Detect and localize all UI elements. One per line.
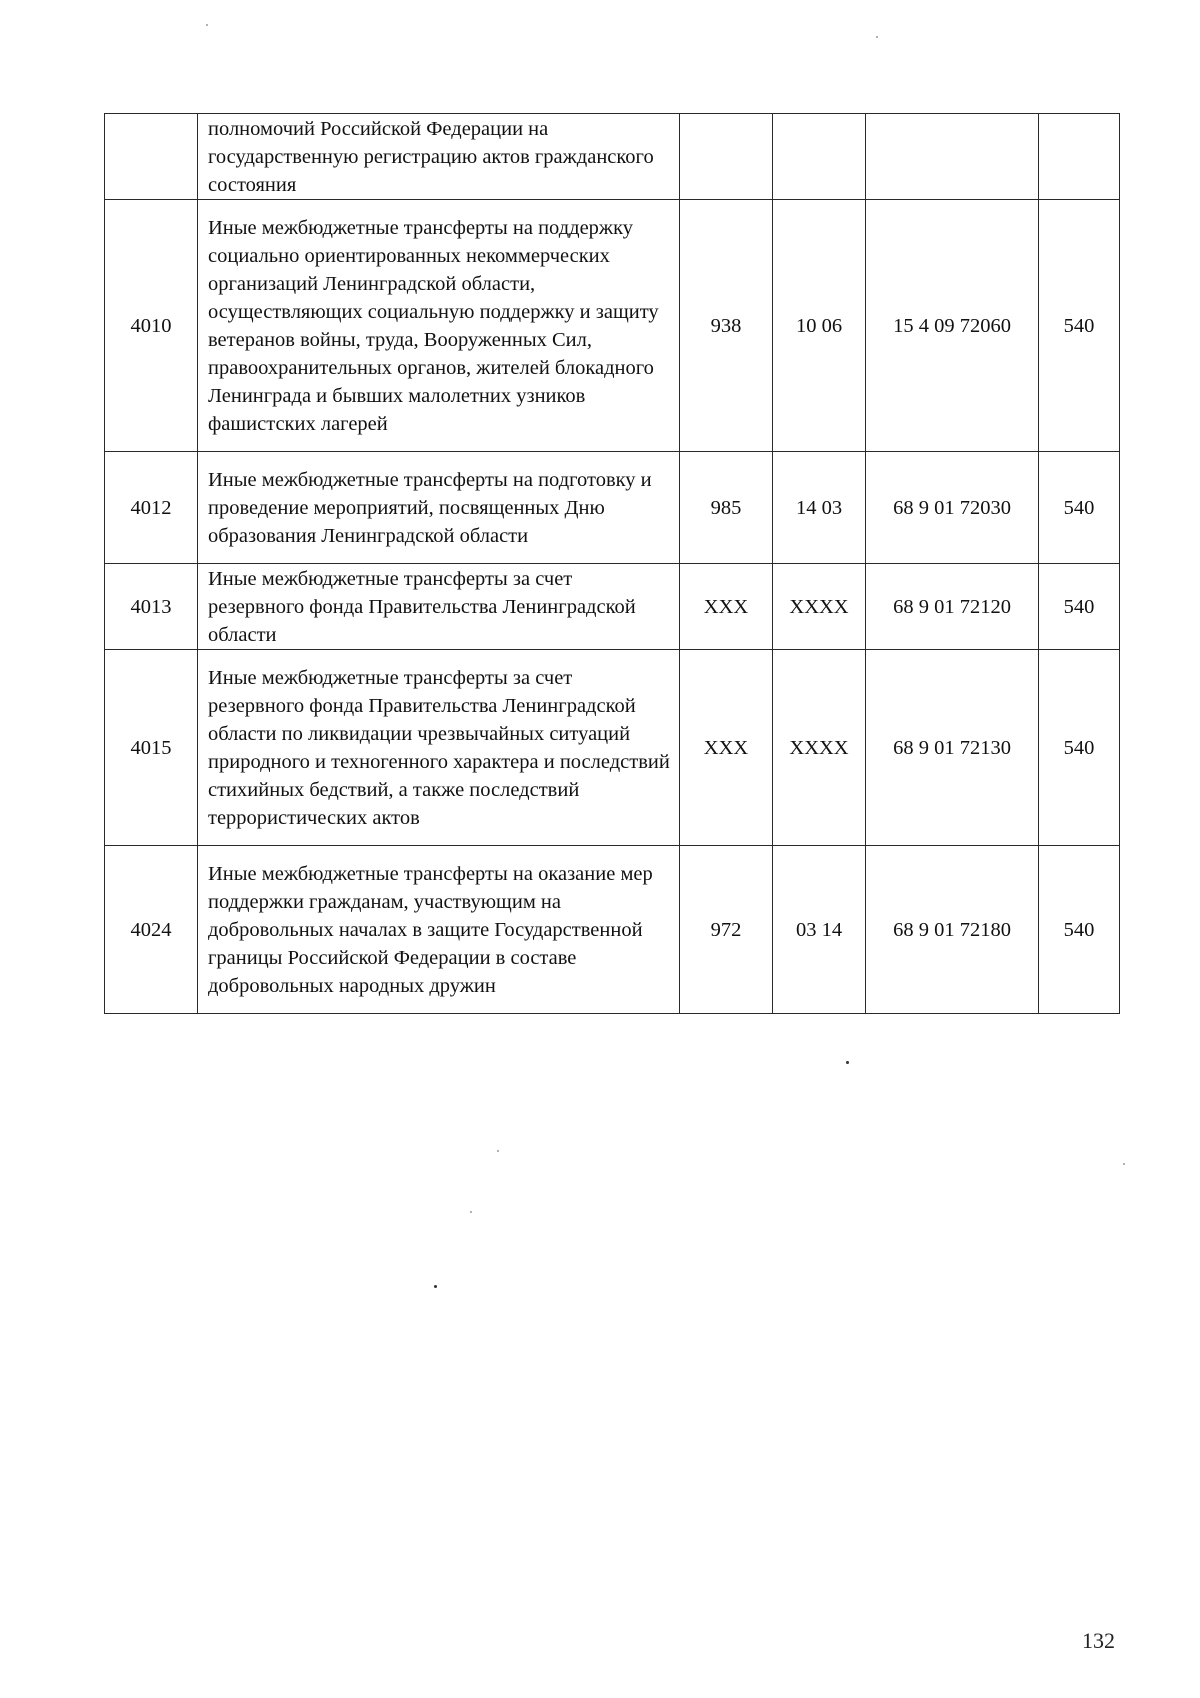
row-col3: ХХХ: [680, 650, 773, 846]
row-col4: ХХХХ: [773, 650, 866, 846]
row-col6: 540: [1039, 564, 1120, 650]
scan-speck: [1123, 1163, 1125, 1165]
table-row: [105, 200, 1120, 452]
row-col5: 15 4 09 72060: [866, 200, 1039, 452]
row-col4: ХХХХ: [773, 564, 866, 650]
table-row: [105, 564, 1120, 650]
table-row: [105, 452, 1120, 564]
row-col5: 68 9 01 72130: [866, 650, 1039, 846]
row-col6: 540: [1039, 650, 1120, 846]
row-col3: 938: [680, 200, 773, 452]
scan-speck: [470, 1211, 472, 1213]
row-col3: 972: [680, 846, 773, 1014]
row-code: 4012: [105, 452, 198, 564]
row-col6: [1039, 114, 1120, 200]
row-code: 4024: [105, 846, 198, 1014]
row-col3: 985: [680, 452, 773, 564]
scan-speck: [846, 1061, 849, 1064]
page-number: 132: [1082, 1628, 1115, 1653]
row-col6: 540: [1039, 846, 1120, 1014]
row-col3: ХХХ: [680, 564, 773, 650]
row-col5: 68 9 01 72120: [866, 564, 1039, 650]
scan-speck: [206, 24, 208, 26]
row-col5: 68 9 01 72180: [866, 846, 1039, 1014]
row-description: полномочий Российской Федерации на государственную регистрацию актов гражданского состояния: [198, 114, 680, 200]
scan-speck: [876, 36, 878, 38]
row-description: Иные межбюджетные трансферты на подготовку и проведение мероприятий, посвященных Дню образования Ленинградской области: [198, 452, 680, 564]
scan-speck: [434, 1285, 437, 1288]
row-col4: 03 14: [773, 846, 866, 1014]
row-col5: 68 9 01 72030: [866, 452, 1039, 564]
row-col3: [680, 114, 773, 200]
row-col6: 540: [1039, 200, 1120, 452]
table-row: [105, 846, 1120, 1014]
row-col4: 14 03: [773, 452, 866, 564]
row-description: Иные межбюджетные трансферты за счет резервного фонда Правительства Ленинградской области по ликвидации чрезвычайных ситуаций природного и техногенного характера и последствий стихийных бедствий, а также последствий террористических актов: [198, 650, 680, 846]
row-description: Иные межбюджетные трансферты на оказание мер поддержки гражданам, участвующим на добровольных началах в защите Государственной границы Российской Федерации в составе добровольных народных дружин: [198, 846, 680, 1014]
row-code: 4010: [105, 200, 198, 452]
row-col4: 10 06: [773, 200, 866, 452]
table-row: [105, 114, 1120, 200]
row-code: 4015: [105, 650, 198, 846]
table-row: [105, 650, 1120, 846]
row-col6: 540: [1039, 452, 1120, 564]
row-code: [105, 114, 198, 200]
budget-table: [104, 113, 1120, 1014]
row-description: Иные межбюджетные трансферты за счет резервного фонда Правительства Ленинградской области: [198, 564, 680, 650]
row-col5: [866, 114, 1039, 200]
row-col4: [773, 114, 866, 200]
scan-speck: [497, 1150, 499, 1152]
row-description: Иные межбюджетные трансферты на поддержку социально ориентированных некоммерческих организаций Ленинградской области, осуществляющих социальную поддержку и защиту ветеранов войны, труда, Вооруженных Сил, правоохранительных органов, жителей блокадного Ленинграда и бывших малолетних узников фашистских лагерей: [198, 200, 680, 452]
row-code: 4013: [105, 564, 198, 650]
